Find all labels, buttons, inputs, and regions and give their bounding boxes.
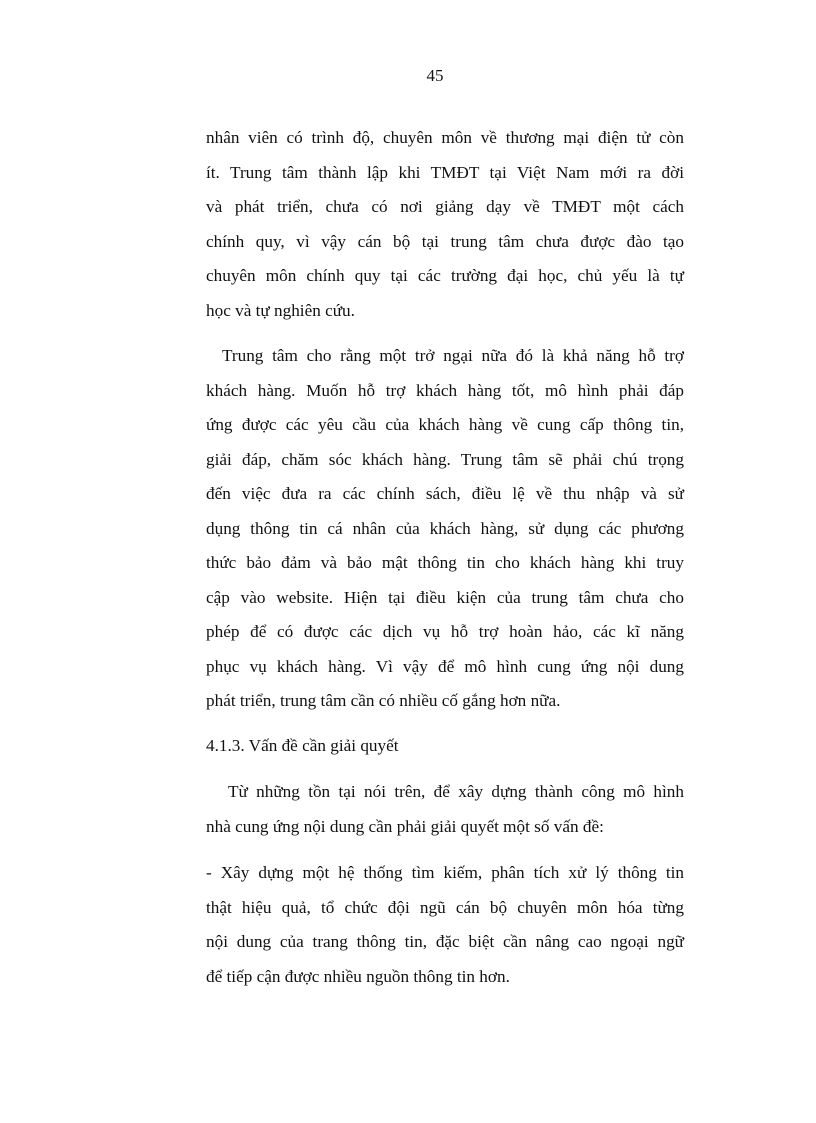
text-line: học và tự nghiên cứu. <box>206 300 355 320</box>
text-line: thật hiệu quả, tổ chức đội ngũ cán bộ chuyên môn hóa từng <box>206 897 684 917</box>
text-line: Trung tâm cho rằng một trở ngại nữa đó là khả năng hỗ trợ <box>222 346 684 365</box>
paragraph-search-system <box>206 856 684 994</box>
text-line: Từ những tồn tại nói trên, để xây dựng thành công mô hình <box>228 782 684 801</box>
text-line: nhà cung ứng nội dung cần phải giải quyết một số vấn đề: <box>206 816 604 836</box>
text-line: dụng thông tin cá nhân của khách hàng, sử dụng các phương <box>206 518 684 538</box>
text-line: chính quy, vì vậy cán bộ tại trung tâm chưa được đào tạo <box>206 231 684 251</box>
text-line: chuyên môn chính quy tại các trường đại học, chủ yếu là tự <box>206 266 684 285</box>
body-text <box>206 121 684 994</box>
text-line: thức bảo đảm và bảo mật thông tin cho khách hàng khi truy <box>206 553 684 572</box>
text-line: cập vào website. Hiện tại điều kiện của trung tâm chưa cho <box>206 587 684 607</box>
paragraph-staff-qualification <box>206 121 684 328</box>
paragraph-issues-intro <box>206 775 684 844</box>
text-line: phép để có được các dịch vụ hỗ trợ hoàn hảo, các kĩ năng <box>206 622 684 641</box>
page-number: 45 <box>426 66 444 85</box>
text-line: giải đáp, chăm sóc khách hàng. Trung tâm sẽ phải chú trọng <box>206 449 684 469</box>
paragraph-customer-support <box>206 339 684 719</box>
text-line: đến việc đưa ra các chính sách, điều lệ về thu nhập và sử <box>206 484 684 503</box>
text-line: ít. Trung tâm thành lập khi TMĐT tại Việt Nam mới ra đời <box>206 162 684 182</box>
text-line: phát triển, trung tâm cần có nhiều cố gắng hơn nữa. <box>206 691 561 710</box>
text-line: - Xây dựng một hệ thống tìm kiếm, phân tích xử lý thông tin <box>206 863 684 882</box>
text-line: để tiếp cận được nhiều nguồn thông tin hơn. <box>206 966 510 986</box>
section-heading: 4.1.3. Vấn đề cần giải quyết <box>206 735 399 755</box>
text-line: nhân viên có trình độ, chuyên môn về thương mại điện tử còn <box>206 128 684 147</box>
text-line: khách hàng. Muốn hỗ trợ khách hàng tốt, mô hình phải đáp <box>206 380 684 400</box>
text-line: phục vụ khách hàng. Vì vậy để mô hình cung ứng nội dung <box>206 656 684 676</box>
text-line: nội dung của trang thông tin, đặc biệt cần nâng cao ngoại ngữ <box>206 932 684 951</box>
text-line: ứng được các yêu cầu của khách hàng về cung cấp thông tin, <box>206 415 684 434</box>
text-line: và phát triển, chưa có nơi giảng dạy về TMĐT một cách <box>206 197 684 216</box>
